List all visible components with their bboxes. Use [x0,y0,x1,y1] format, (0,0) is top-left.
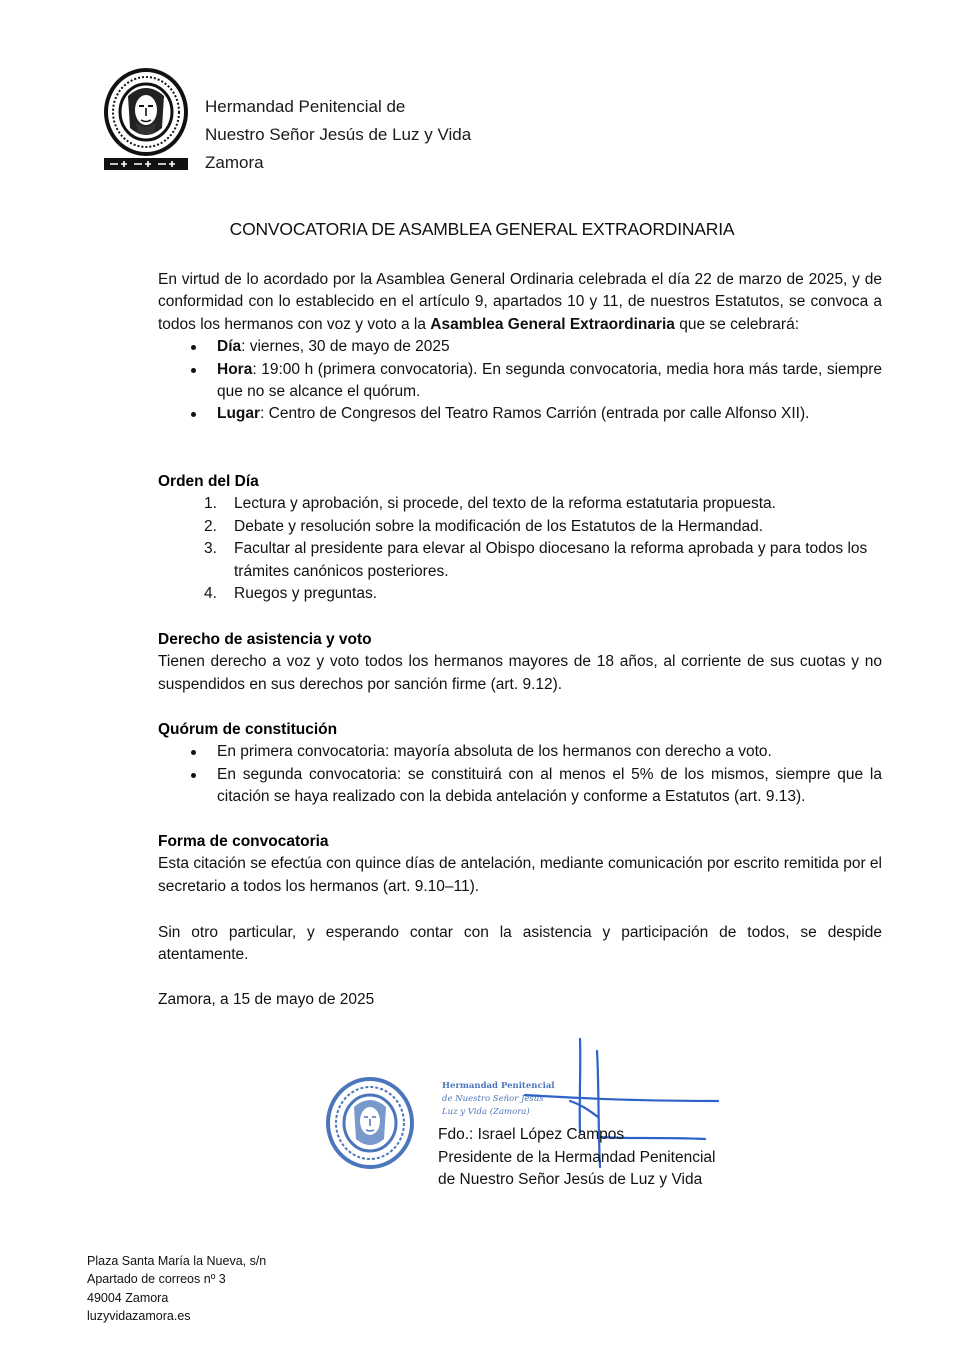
agenda-item: 4. Ruegos y preguntas. [204,585,378,603]
footer-address [87,1252,266,1325]
agenda-item: 1. Lectura y aprobación, si procede, del texto de la reforma estatutaria propuesta. [204,495,776,513]
footer-city: 49004 Zamora [87,1290,169,1305]
stamp-line-2: de Nuestro Señor Jesús [442,1094,544,1104]
form-text: Esta citación se efectúa con quince días de antelación, mediante comunicación por escrito remitida por el secretario a todos los hermanos (art. 9.10–11). [158,855,882,895]
agenda-item: 3. Facultar al presidente para elevar al Obispo diocesano la reforma aprobada y para todos los trámites canónicos posteriores. [204,540,868,580]
stamp-line-1: Hermandad Penitencial [442,1081,555,1091]
organization-name [205,93,471,177]
footer-street: Plaza Santa María la Nueva, s/n [87,1254,267,1268]
intro-bold: Asamblea General Extraordinaria [430,315,675,333]
signer-title: Presidente de la Hermandad Penitencial [438,1148,716,1166]
quorum-item: En primera convocatoria: mayoría absoluta de los hermanos con derecho a voto. [158,741,882,763]
signer-title-2: de Nuestro Señor Jesús de Luz y Vida [438,1171,703,1188]
detail-day: Día: viernes, 30 de mayo de 2025 [158,336,882,358]
agenda-list [158,493,882,605]
org-line-2: Nuestro Señor Jesús de Luz y Vida [205,125,472,144]
form-heading: Forma de convocatoria [158,833,329,850]
agenda-heading: Orden del Día [158,473,259,490]
intro-section [158,269,882,426]
rights-heading: Derecho de asistencia y voto [158,631,372,648]
rights-section [158,629,882,696]
signer-name: Fdo.: Israel López Campos [438,1126,625,1143]
quorum-item: En segunda convocatoria: se constituirá con al menos el 5% de los mismos, siempre que la citación se haya realizado con la debida antelación y conforme a Estatutos (art. 9.13). [158,764,882,809]
signature-block [438,1124,715,1192]
form-section [158,831,882,898]
agenda-item: 2. Debate y resolución sobre la modificación de los Estatutos de la Hermandad. [204,517,764,535]
footer-po-box: Apartado de correos nº 3 [87,1272,226,1287]
detail-place: Lugar: Centro de Congresos del Teatro Ramos Carrión (entrada por calle Alfonso XII). [158,403,882,425]
stamp-line-3: Luz y Vida (Zamora) [442,1107,530,1117]
footer-website: luzyvidazamora.es [87,1308,191,1323]
quorum-list [158,741,882,808]
intro-paragraph: En virtud de lo acordado por la Asamblea General Ordinaria celebrada el día 22 de marzo de 2025, y de conformidad con lo establecido en el artículo 9, apartados 10 y 11, de nuestros Estatutos, se convoca a todos los hermanos con voz y voto a la Asamblea General Extraordinaria que se celebrará: [158,271,882,333]
org-line-1: Hermandad Penitencial de [205,97,406,116]
place-date-section [158,989,882,1011]
rights-text: Tienen derecho a voz y voto todos los hermanos mayores de 18 años, al corriente de sus cuotas y no suspendidos en sus derechos por sanción firme (art. 9.12). [158,653,882,693]
document-title: CONVOCATORIA DE ASAMBLEA GENERAL EXTRAORDINARIA [229,219,735,239]
place-date: Zamora, a 15 de mayo de 2025 [158,991,375,1008]
agenda-section [158,471,882,605]
detail-time: Hora: 19:00 h (primera convocatoria). En segunda convocatoria, media hora más tarde, siempre que no se alcance el quórum. [158,359,882,404]
meeting-details [158,336,882,426]
closing-section [158,922,882,967]
quorum-heading: Quórum de constitución [158,721,338,738]
brotherhood-logo [98,66,194,174]
closing-text: Sin otro particular, y esperando contar con la asistencia y participación de todos, se despide atentamente. [158,924,882,964]
quorum-section [158,719,882,809]
org-line-3: Zamora [205,153,264,172]
